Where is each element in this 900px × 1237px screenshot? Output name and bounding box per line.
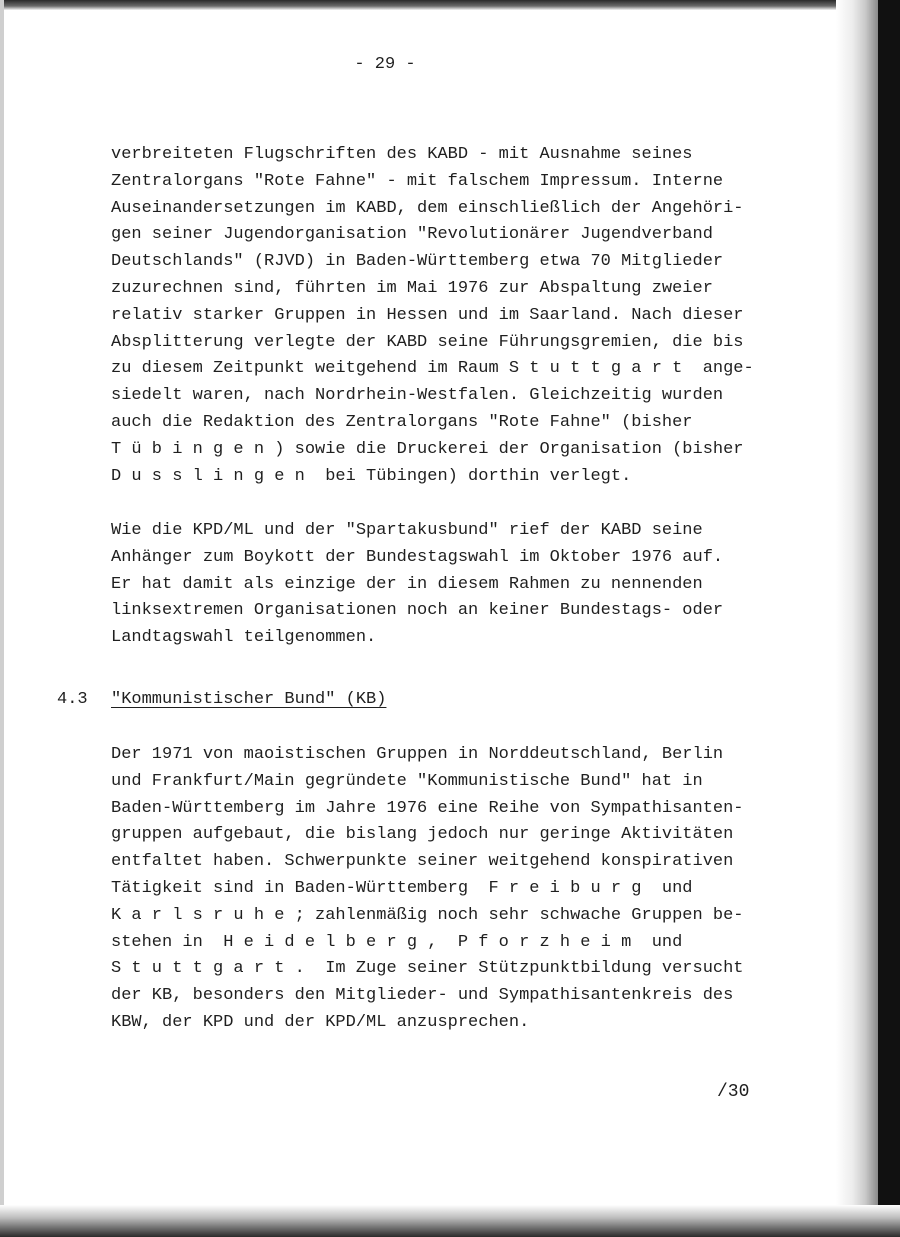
text-line: Der 1971 von maoistischen Gruppen in Norddeutschland, Berlin — [111, 745, 724, 764]
page-number: - 29 - — [354, 55, 416, 74]
text-line: linksextremen Organisationen noch an keiner Bundestags- oder — [111, 601, 724, 621]
text-line: der KB, besonders den Mitglieder- und Sympathisantenkreis des — [111, 986, 734, 1006]
text-line: Zentralorgans "Rote Fahne" - mit falschem Impressum. Interne — [111, 171, 724, 191]
text-line: S t u t t g a r t . Im Zuge seiner Stützpunktbildung versucht — [111, 959, 744, 979]
text-line: Auseinandersetzungen im KABD, dem einschließlich der Angehöri- — [111, 198, 744, 218]
text-line: entfaltet haben. Schwerpunkte seiner weitgehend konspirativen — [111, 852, 734, 872]
text-line: verbreiteten Flugschriften des KABD - mit Ausnahme seines — [111, 145, 693, 164]
text-line: gruppen aufgebaut, die bislang jedoch nur geringe Aktivitäten — [111, 825, 734, 845]
text-line: Baden-Württemberg im Jahre 1976 eine Reihe von Sympathisanten- — [111, 798, 744, 818]
text-line: Landtagswahl teilgenommen. — [111, 628, 377, 648]
continuation-marker: /30 — [717, 1082, 750, 1102]
text-line: Deutschlands" (RJVD) in Baden-Württemberg etwa 70 Mitglieder — [111, 252, 724, 272]
text-line: K a r l s r u h e ; zahlenmäßig noch sehr schwache Gruppen be- — [111, 905, 744, 925]
text-line: siedelt waren, nach Nordrhein-Westfalen. Gleichzeitig wurden — [111, 386, 724, 406]
text-line: stehen in H e i d e l b e r g , P f o r z h e i m und — [111, 932, 683, 952]
text-line: T ü b i n g e n ) sowie die Druckerei der Organisation (bisher — [111, 439, 744, 459]
text-line: und Frankfurt/Main gegründete "Kommunistische Bund" hat in — [111, 771, 703, 791]
text-line: Absplitterung verlegte der KABD seine Führungsgremien, die bis — [111, 332, 744, 352]
paragraph-kb — [111, 742, 791, 1037]
text-line: zuzurechnen sind, führten im Mai 1976 zur Abspaltung zweier — [111, 278, 713, 298]
section-number: 4.3 — [57, 690, 88, 709]
text-line: D u s s l i n g e n bei Tübingen) dorthin verlegt. — [111, 466, 632, 486]
text-line: Er hat damit als einzige der in diesem Rahmen zu nennenden — [111, 574, 703, 594]
text-line: Anhänger zum Boykott der Bundestagswahl im Oktober 1976 auf. — [111, 547, 724, 567]
paragraph-kabd-boycott — [111, 518, 791, 652]
text-line: zu diesem Zeitpunkt weitgehend im Raum S t u t t g a r t ange- — [111, 359, 754, 379]
text-line: relativ starker Gruppen in Hessen und im Saarland. Nach dieser — [111, 305, 744, 325]
text-line: auch die Redaktion des Zentralorgans "Rote Fahne" (bisher — [111, 412, 693, 432]
text-line: KBW, der KPD und der KPD/ML anzusprechen. — [111, 1012, 530, 1032]
text-line: Tätigkeit sind in Baden-Württemberg F r e i b u r g und — [111, 878, 693, 898]
text-line: gen seiner Jugendorganisation "Revolutionärer Jugendverband — [111, 225, 713, 245]
paragraph-kabd-split — [111, 142, 791, 490]
section-title: "Kommunistischer Bund" (KB) — [111, 690, 387, 709]
text-line: Wie die KPD/ML und der "Spartakusbund" rief der KABD seine — [111, 521, 703, 540]
